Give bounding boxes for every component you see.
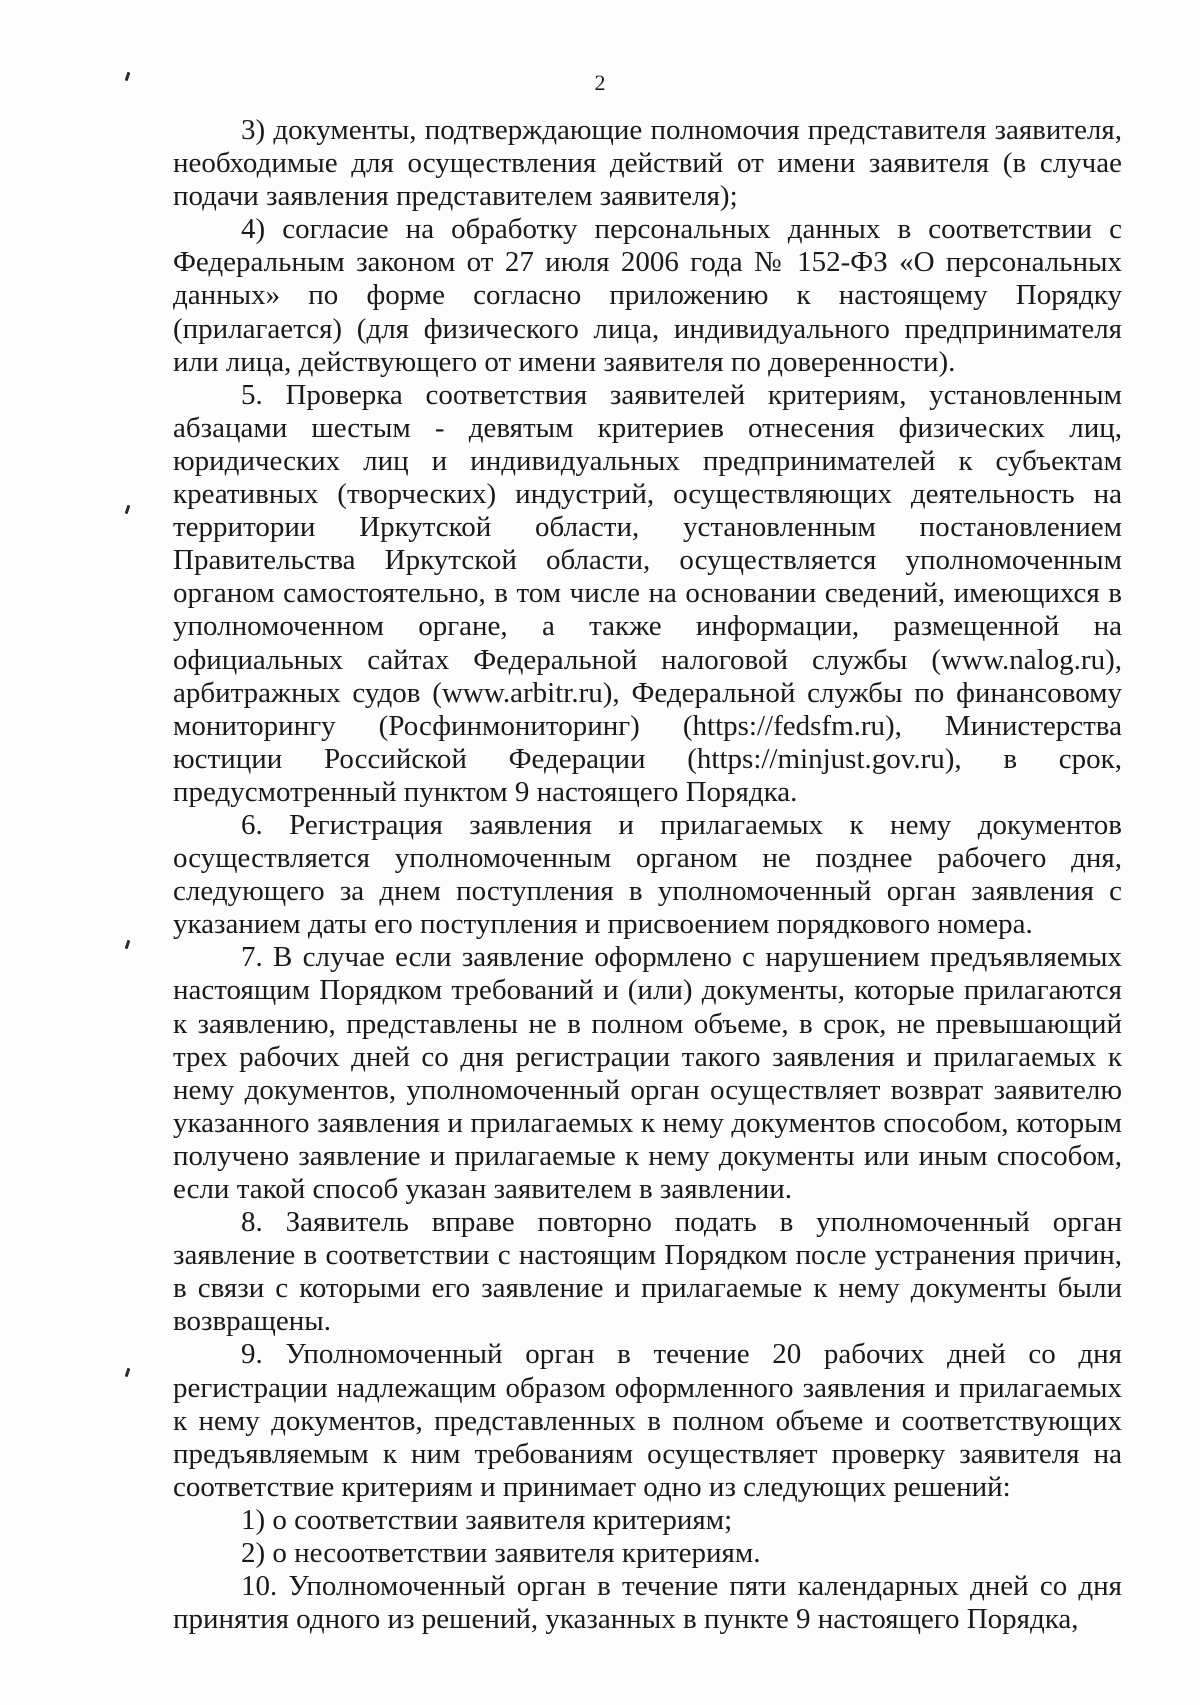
paragraph-decision-1: 1) о соответствии заявителя критериям;: [241, 1503, 733, 1536]
scan-mark: [125, 505, 131, 514]
document-body: [173, 114, 1122, 1636]
paragraph-section-5: 5. Проверка соответствия заявителей критериям, установленным абзацами шестым - девятым критериев отнесения физических лиц, юридических лиц и индивидуальных предпринимателей к субъектам креативных (творческих) индустрий, осуществляющих деятельность на территории Иркутской области, установленным постановлением Правительства Иркутской области, осуществляется уполномоченным органом самостоятельно, в том числе на основании сведений, имеющихся в уполномоченном органе, а также информации, размещенной на официальных сайтах Федеральной налоговой службы (www.nalog.ru), арбитражных судов (www.arbitr.ru), Федеральной службы по финансовому мониторингу (Росфинмониторинг) (https://fedsfm.ru), Министерства юстиции Российской Федерации (https://minjust.gov.ru), в срок, предусмотренный пунктом 9 настоящего Порядка.: [173, 378, 1122, 808]
paragraph-section-9: 9. Уполномоченный орган в течение 20 рабочих дней со дня регистрации надлежащим образом оформленного заявления и прилагаемых к нему документов, представленных в полном объеме и соответствующих предъявляемым к ним требованиям осуществляет проверку заявителя на соответствие критериям и принимает одно из следующих решений:: [173, 1338, 1122, 1503]
paragraph-section-6: 6. Регистрация заявления и прилагаемых к нему документов осуществляется уполномоченным органом не позднее рабочего дня, следующего за днем поступления в уполномоченный орган заявления с указанием даты его поступления и присвоением порядкового номера.: [173, 808, 1122, 941]
paragraph-section-7: 7. В случае если заявление оформлено с нарушением предъявляемых настоящим Порядком требований и (или) документы, которые прилагаются к заявлению, представлены не в полном объеме, в срок, не превышающий трех рабочих дней со дня регистрации такого заявления и прилагаемых к нему документов, уполномоченный орган осуществляет возврат заявителю указанного заявления и прилагаемых к нему документов способом, которым получено заявление и прилагаемые к нему документы или иным способом, если такой способ указан заявителем в заявлении.: [173, 941, 1122, 1205]
paragraph-item-4: 4) согласие на обработку персональных данных в соответствии с Федеральным законом от 27 июля 2006 года № 152-ФЗ «О персональных данных» по форме согласно приложению к настоящему Порядку (прилагается) (для физического лица, индивидуального предпринимателя или лица, действующего от имени заявителя по доверенности).: [173, 213, 1122, 378]
paragraph-item-3: 3) документы, подтверждающие полномочия представителя заявителя, необходимые для осуществления действий от имени заявителя (в случае подачи заявления представителем заявителя);: [173, 114, 1122, 213]
paragraph-section-8: 8. Заявитель вправе повторно подать в уполномоченный орган заявление в соответствии с настоящим Порядком после устранения причин, в связи с которыми его заявление и прилагаемые к нему документы были возвращены.: [173, 1206, 1122, 1338]
paragraph-section-10: 10. Уполномоченный орган в течение пяти календарных дней со дня принятия одного из решений, указанных в пункте 9 настоящего Порядка,: [173, 1570, 1122, 1636]
paragraph-decision-2: 2) о несоответствии заявителя критериям.: [241, 1537, 761, 1570]
scan-mark: [125, 940, 131, 949]
page-number: 2: [594, 70, 606, 95]
scan-mark: [125, 1368, 131, 1377]
